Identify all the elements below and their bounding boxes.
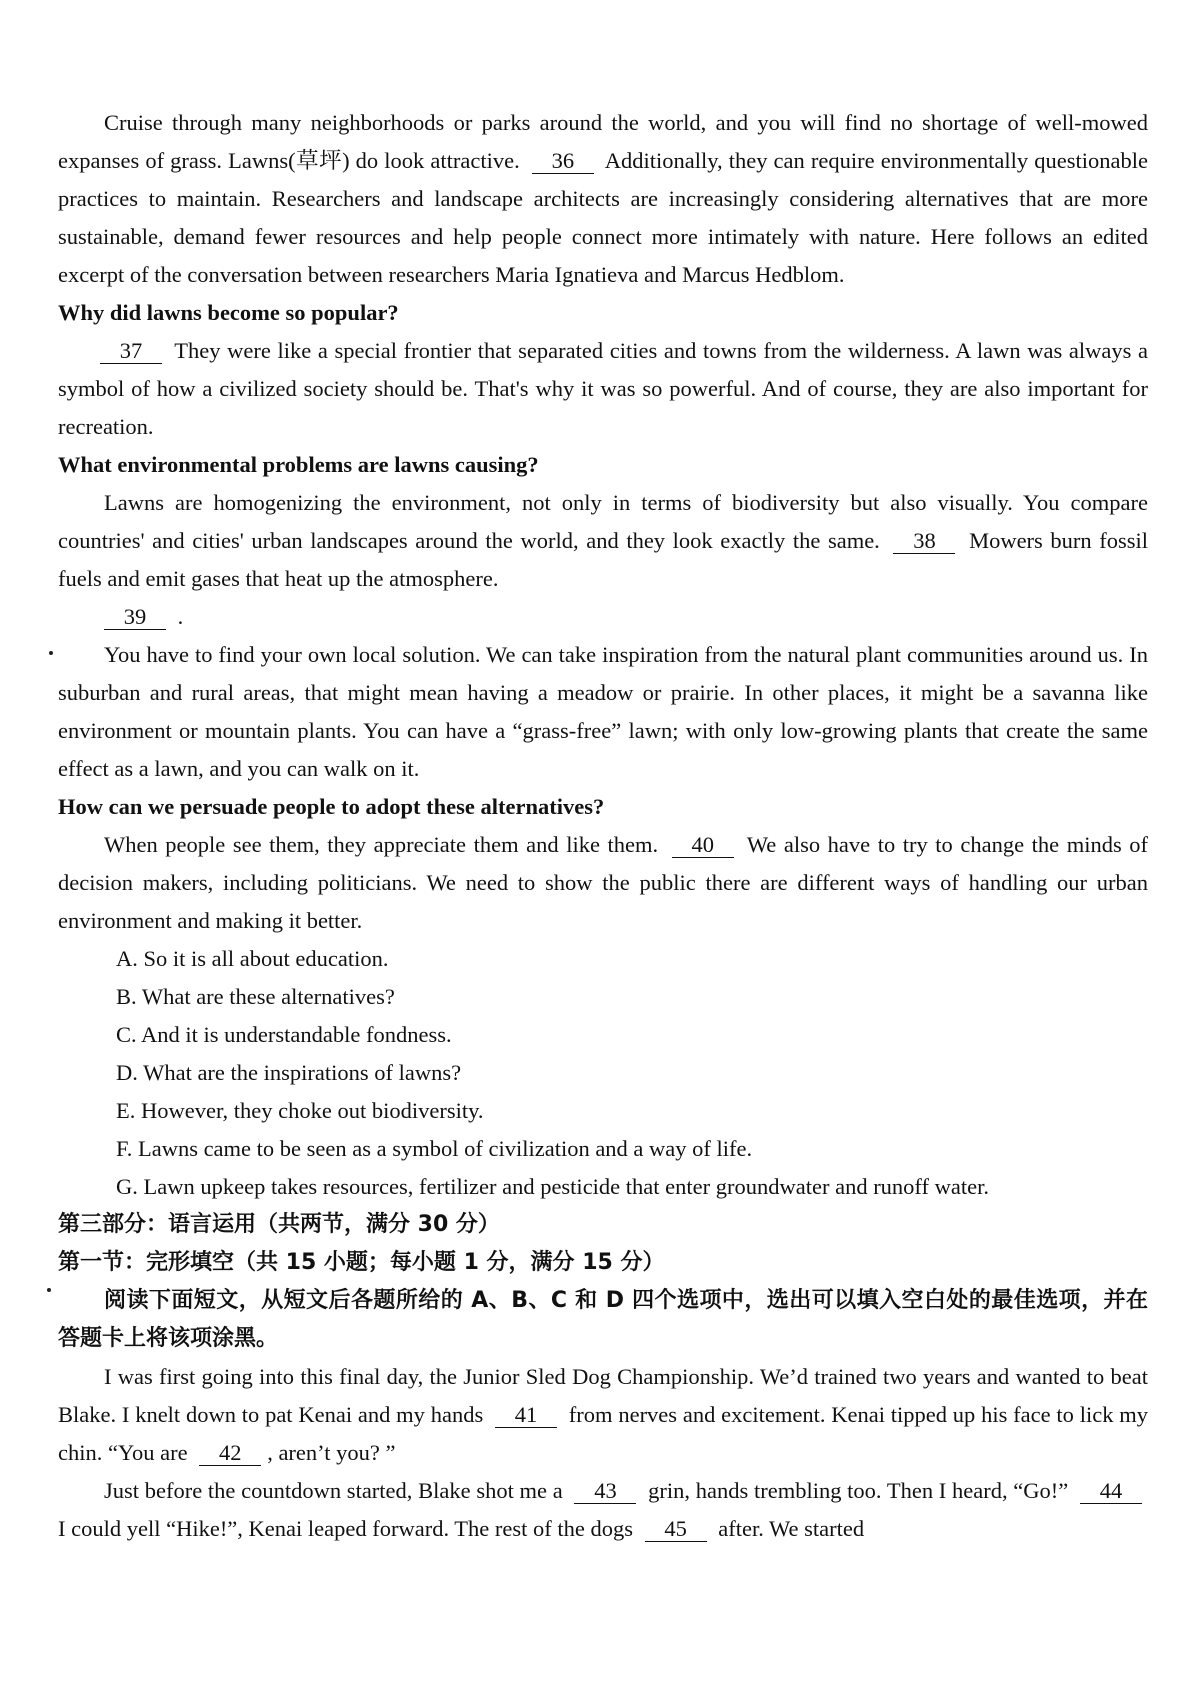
blank-40: 40 xyxy=(672,833,734,858)
blank-39-line xyxy=(58,598,1148,636)
intro-paragraph xyxy=(58,104,1148,294)
option-e: E. However, they choke out biodiversity. xyxy=(116,1098,484,1123)
blank-39: 39 xyxy=(104,605,166,630)
answer-2-text-a: Lawns are homogenizing the environment, not only in terms of biodiversity but also visually. You compare countries' and cities' urban landscapes around the world, and they look exactly the same. xyxy=(58,490,1148,553)
option-c: C. And it is understandable fondness. xyxy=(116,1022,452,1047)
answer-2-text-b: Mowers burn fossil fuels and emit gases that heat up the atmosphere. xyxy=(58,528,1149,591)
option-g: G. Lawn upkeep takes resources, fertilizer and pesticide that enter groundwater and runoff water. xyxy=(116,1174,989,1199)
options-list xyxy=(58,940,1148,1206)
blank-43: 43 xyxy=(574,1479,636,1504)
cloze-paragraph-1 xyxy=(58,1358,1148,1472)
blank-41: 41 xyxy=(495,1403,557,1428)
cloze-text-1c: , aren’t you? ” xyxy=(267,1440,396,1465)
part3-title: 第三部分：语言运用（共两节，满分 30 分） xyxy=(58,1212,500,1237)
answer-1-text: They were like a special frontier that separated cities and towns from the wilderness. A lawn was always a symbol of how a civilized society should be. That's why it was so powerful. And of course, they are also important for recreation. xyxy=(58,338,1148,439)
cloze-text-1b: from nerves and excitement. Kenai tipped up his face to lick my chin. “You are xyxy=(58,1402,1148,1465)
blank-45: 45 xyxy=(645,1517,707,1542)
section1-title: 第一节：完形填空（共 15 小题；每小题 1 分，满分 15 分） xyxy=(58,1250,665,1275)
question-heading-2: What environmental problems are lawns causing? xyxy=(58,452,539,477)
blank-36: 36 xyxy=(532,149,594,174)
cloze-text-1a: I was first going into this final day, the Junior Sled Dog Championship. We’d trained two years and wanted to beat Blake. I knelt down to pat Kenai and my hands xyxy=(58,1364,1148,1427)
blank-44: 44 xyxy=(1080,1479,1142,1504)
answer-3-text-a: When people see them, they appreciate them and like them. xyxy=(104,832,659,857)
answer-2-text-c: You have to find your own local solution. We can take inspiration from the natural plant communities around us. In suburban and rural areas, that might mean having a meadow or prairie. In other places, it might be a savanna like environment or mountain plants. You can have a “grass-free” lawn; with only low-growing plants that create the same effect as a lawn, and you can walk on it. xyxy=(58,642,1148,781)
option-b: B. What are these alternatives? xyxy=(116,984,395,1009)
cloze-paragraph-2 xyxy=(58,1472,1148,1548)
blank-38: 38 xyxy=(893,529,955,554)
cloze-text-2a: Just before the countdown started, Blake shot me a xyxy=(104,1478,563,1503)
cloze-text-2d: after. We started xyxy=(718,1516,865,1541)
cloze-instructions: 阅读下面短文，从短文后各题所给的 A、B、C 和 D 四个选项中，选出可以填入空白处的最佳选项，并在答题卡上将该项涂黑。 xyxy=(58,1288,1148,1351)
intro-text-b: Additionally, they can require environmentally questionable practices to maintain. Researchers and landscape architects are increasingly considering alternatives that are more sustainable, demand fewer resources and help people connect more intimately with nature. Here follows an edited excerpt of the conversation between researchers Maria Ignatieva and Marcus Hedblom. xyxy=(58,148,1148,287)
answer-paragraph-2b xyxy=(58,636,1148,788)
scan-speck xyxy=(49,651,53,655)
question-heading-1: Why did lawns become so popular? xyxy=(58,300,399,325)
answer-3-text-b: We also have to try to change the minds of decision makers, including politicians. We need to show the public there are different ways of handling our urban environment and making it better. xyxy=(58,832,1149,933)
option-d: D. What are the inspirations of lawns? xyxy=(116,1060,462,1085)
scan-speck xyxy=(47,1288,51,1292)
answer-paragraph-3 xyxy=(58,826,1148,940)
blank-37: 37 xyxy=(100,339,162,364)
option-a: A. So it is all about education. xyxy=(116,946,389,971)
question-heading-3: How can we persuade people to adopt these alternatives? xyxy=(58,794,605,819)
blank-39-tail: . xyxy=(177,604,184,629)
option-f: F. Lawns came to be seen as a symbol of civilization and a way of life. xyxy=(116,1136,753,1161)
intro-text-a: Cruise through many neighborhoods or parks around the world, and you will find no shortage of well-mowed expanses of grass. Lawns(草坪) do look attractive. xyxy=(58,110,1148,173)
blank-42: 42 xyxy=(199,1441,261,1466)
answer-paragraph-2a xyxy=(58,484,1148,598)
exam-page xyxy=(58,104,1148,1548)
cloze-text-2b: grin, hands trembling too. Then I heard, “Go!” xyxy=(648,1478,1069,1503)
answer-paragraph-1 xyxy=(58,332,1148,446)
cloze-text-2c: I could yell “Hike!”, Kenai leaped forward. The rest of the dogs xyxy=(58,1516,633,1541)
